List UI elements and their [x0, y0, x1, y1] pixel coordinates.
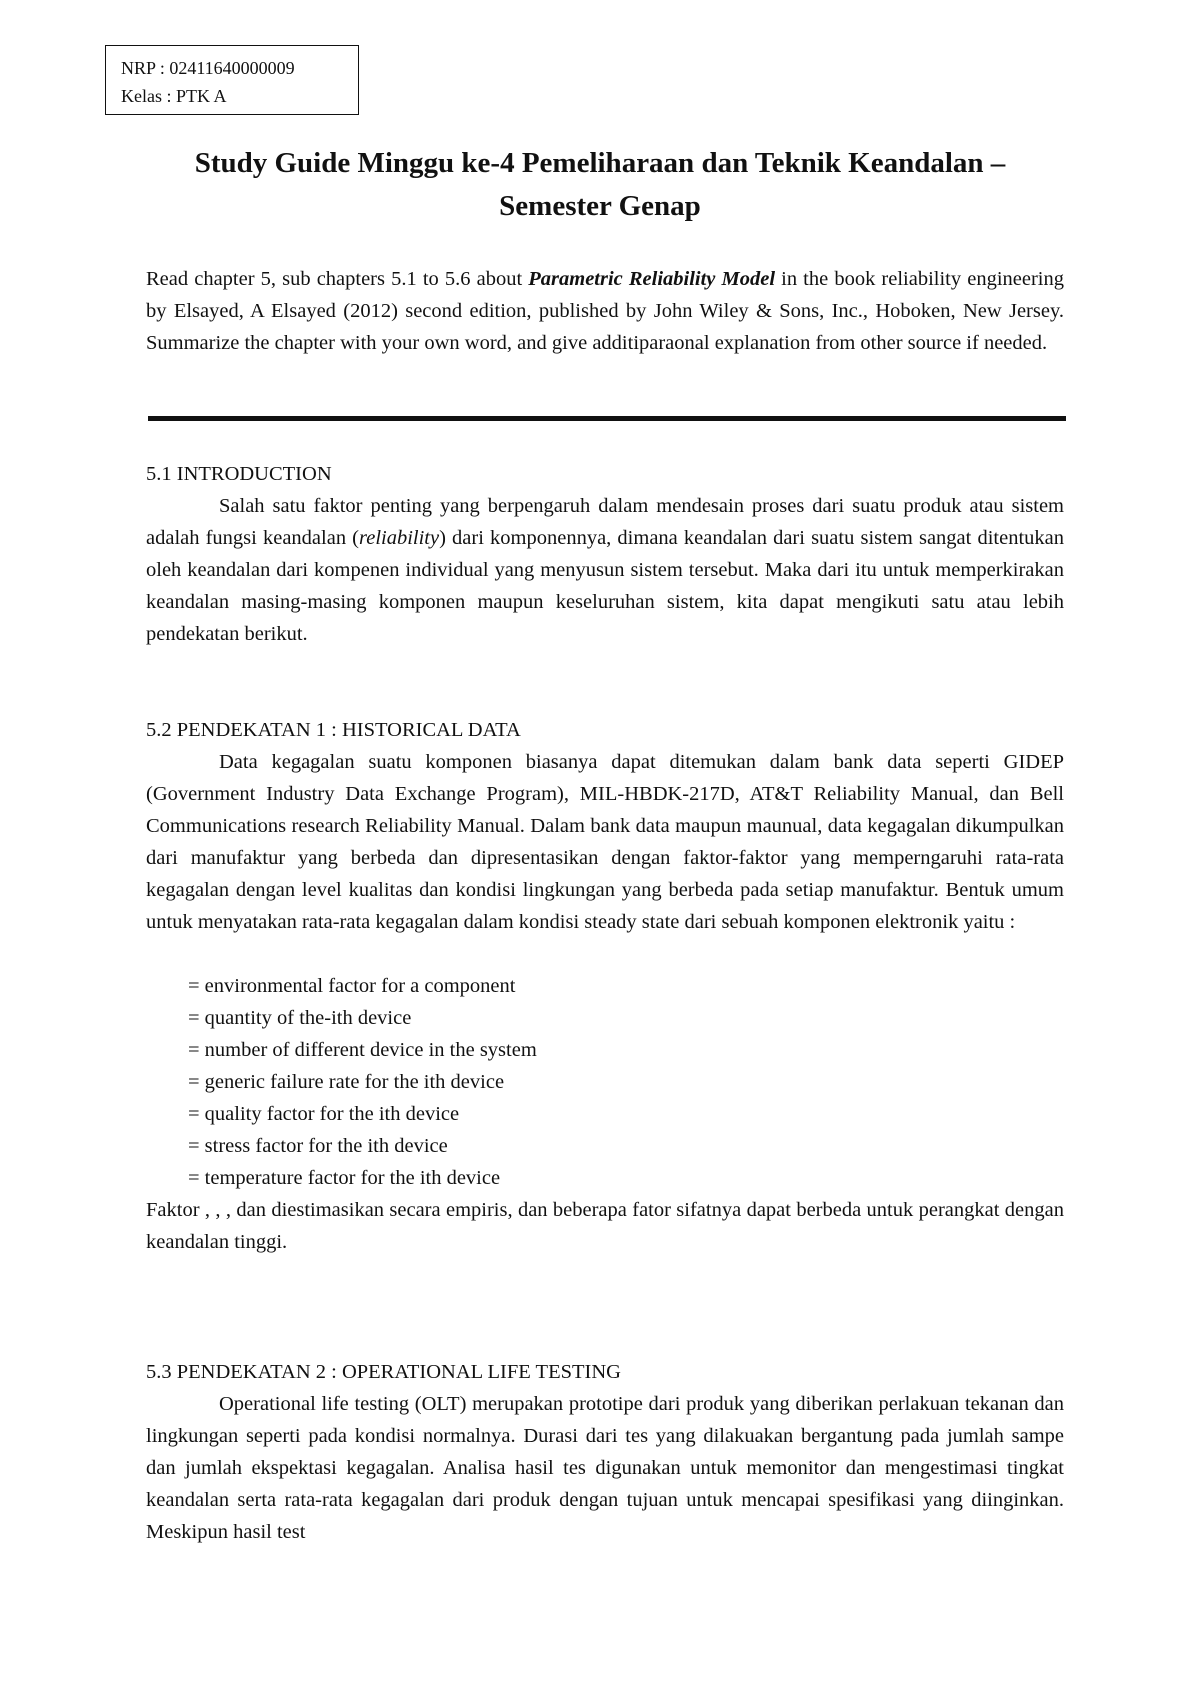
intro-text-before: Read chapter 5, sub chapters 5.1 to 5.6 about [146, 268, 529, 290]
section-historical-data [146, 714, 1064, 1258]
student-id-box [105, 45, 359, 115]
definition-item: = generic failure rate for the ith device [188, 1071, 505, 1093]
title-line-2: Semester Genap [499, 190, 701, 222]
definition-item: = number of different device in the system [188, 1039, 537, 1061]
section-paragraph: Data kegagalan suatu komponen biasanya dapat ditemukan dalam bank data seperti GIDEP (Government Industry Data Exchange Program), MIL-HBDK-217D, AT&T Reliability Manual, dan Bell Communications research Reliability Manual. Dalam bank data maupun maunual, data kegagalan dikumpulkan dari manufaktur yang berbeda dan dipresentasikan dengan faktor-faktor yang memperngaruhi rata-rata kegagalan dengan level kualitas dan kondisi lingkungan yang berbeda pada setiap manufaktur. Bentuk umum untuk menyatakan rata-rata kegagalan dalam kondisi steady state dari sebuah komponen elektronik yaitu : [146, 751, 1064, 933]
para-text-before: Salah satu faktor penting yang berpengaruh dalam mendesain proses dari suatu produk atau sistem adalah fungsi keandalan ( [146, 495, 1064, 549]
definition-item: = stress factor for the ith device [188, 1135, 448, 1157]
definition-item: = quantity of the-ith device [188, 1007, 412, 1029]
para-text-after: ) dari komponennya, dimana keandalan dari suatu sistem sangat ditentukan oleh keandalan dari kompenen individual yang menyusun sistem tersebut. Maka dari itu untuk memperkirakan keandalan masing-masing komponen maupun keseluruhan sistem, kita dapat mengikuti satu atau lebih pendekatan berikut. [146, 527, 1064, 645]
section-heading: 5.2 PENDEKATAN 1 : HISTORICAL DATA [146, 719, 521, 741]
definition-item: = quality factor for the ith device [188, 1103, 460, 1125]
intro-emphasis: Parametric Reliability Model [528, 268, 776, 290]
title-line-1: Study Guide Minggu ke-4 Pemeliharaan dan Teknik Keandalan – [194, 147, 1006, 179]
factors-note: Faktor , , , dan diestimasikan secara empiris, dan beberapa fator sifatnya dapat berbeda untuk perangkat dengan keandalan tinggi. [146, 1199, 1064, 1253]
para-italic-term: reliability [359, 527, 440, 549]
assignment-instructions [146, 263, 1064, 359]
section-divider [148, 416, 1066, 421]
section-operational-life-testing [146, 1356, 1064, 1548]
intro-text-after: in the book reliability engineering by Elsayed, A Elsayed (2012) second edition, published by John Wiley & Sons, Inc., Hoboken, New Jersey. Summarize the chapter with your own word, and give additiparaonal explanation from other source if needed. [146, 268, 1064, 354]
section-heading: 5.3 PENDEKATAN 2 : OPERATIONAL LIFE TESTING [146, 1361, 621, 1383]
definition-item: = environmental factor for a component [188, 975, 516, 997]
definition-item: = temperature factor for the ith device [188, 1167, 501, 1189]
section-paragraph: Operational life testing (OLT) merupakan prototipe dari produk yang diberikan perlakuan tekanan dan lingkungan seperti pada kondisi normalnya. Durasi dari tes yang dilakuakan bergantung pada jumlah sampe dan jumlah ekspektasi kegagalan. Analisa hasil tes digunakan untuk memonitor dan mengestimasi tingkat keandalan serta rata-rata kegagalan dari produk dengan tujuan untuk mencapai spesifikasi yang diinginkan. Meskipun hasil test [146, 1393, 1064, 1543]
document-title [100, 142, 1100, 228]
factor-definitions-list [146, 970, 1064, 1194]
section-introduction [146, 458, 1064, 650]
nrp-text: NRP : 02411640000009 [121, 58, 295, 78]
kelas-text: Kelas : PTK A [121, 86, 227, 106]
section-heading: 5.1 INTRODUCTION [146, 463, 332, 485]
section-paragraph [146, 490, 1064, 650]
